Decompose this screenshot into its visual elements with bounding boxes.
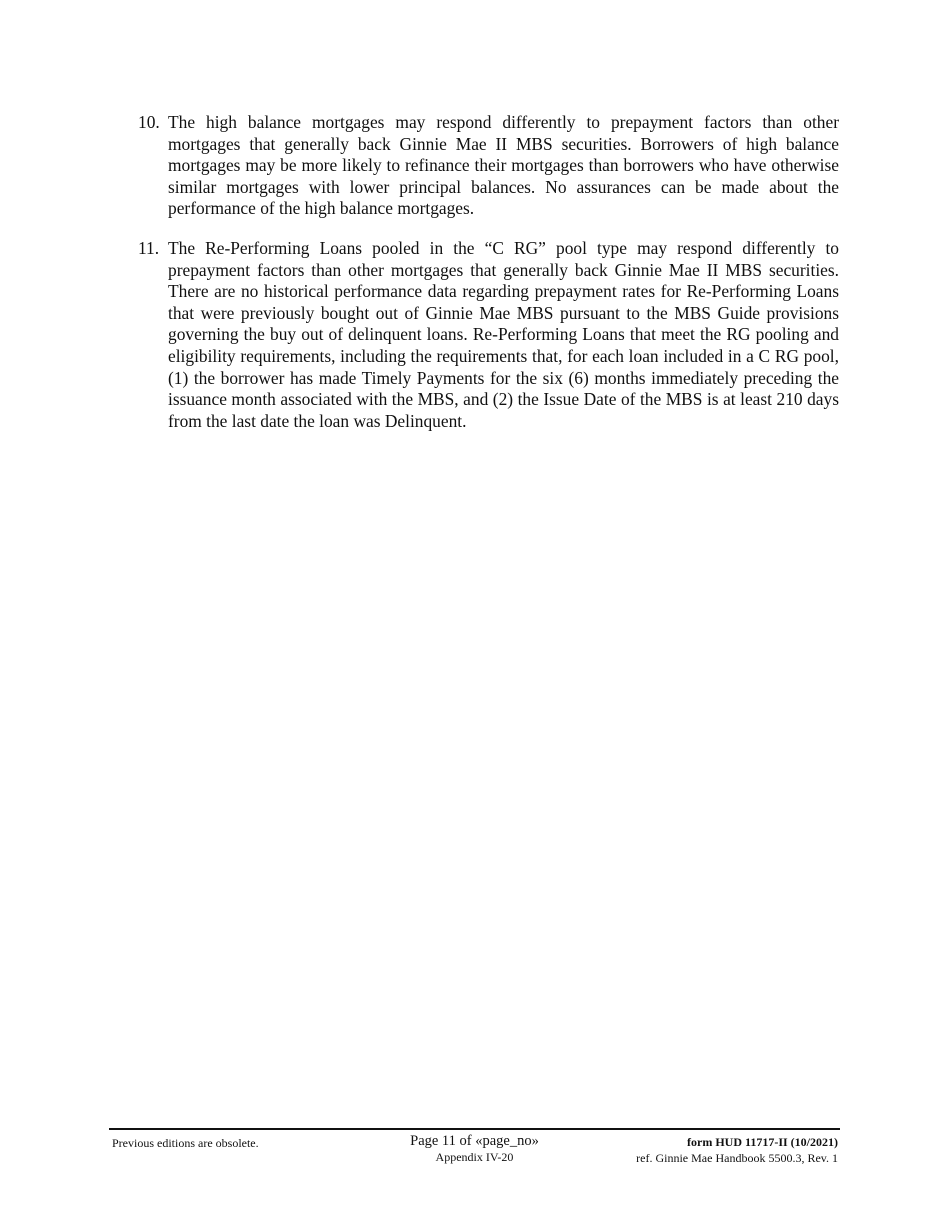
item-text: The high balance mortgages may respond differently to prepayment factors than other mortgages that generally back Ginnie Mae II MBS securities. Borrowers of high balance mortgages may be more likely to refinance their mortgages than borrowers who have otherwise similar mortgages with lower principal balances. No assurances can be made about the performance of the high balance mortgages.	[168, 112, 839, 219]
page-footer	[109, 1128, 840, 1172]
item-number: 10.	[138, 112, 160, 132]
obsolete-editions-note: Previous editions are obsolete.	[112, 1136, 259, 1150]
paragraph-item-10	[138, 112, 839, 220]
page-number: Page 11 of «page_no»	[410, 1133, 539, 1149]
item-number: 11.	[138, 237, 160, 258]
appendix-label: Appendix IV-20	[435, 1150, 514, 1164]
paragraph-item-11	[138, 238, 839, 432]
item-text: The Re-Performing Loans pooled in the “C RG” pool type may respond differently to prepayment factors than other mortgages that generally back Ginnie Mae II MBS securities. There are no historical performance data regarding prepayment rates for Re-Performing Loans that were previously bought out of Ginnie Mae MBS pursuant to the MBS Guide provisions governing the buy out of delinquent loans. Re-Performing Loans that meet the RG pooling and eligibility requirements, including the requirements that, for each loan included in a C RG pool, (1) the borrower has made Timely Payments for the six (6) months immediately preceding the issuance month associated with the MBS, and (2) the Issue Date of the MBS is at least 210 days from the last date the loan was Delinquent.	[168, 237, 839, 431]
handbook-reference: ref. Ginnie Mae Handbook 5500.3, Rev. 1	[636, 1151, 838, 1165]
form-reference-block	[636, 1135, 838, 1166]
form-id: form HUD 11717-II (10/2021)	[687, 1135, 838, 1149]
numbered-paragraph-list	[138, 112, 839, 450]
